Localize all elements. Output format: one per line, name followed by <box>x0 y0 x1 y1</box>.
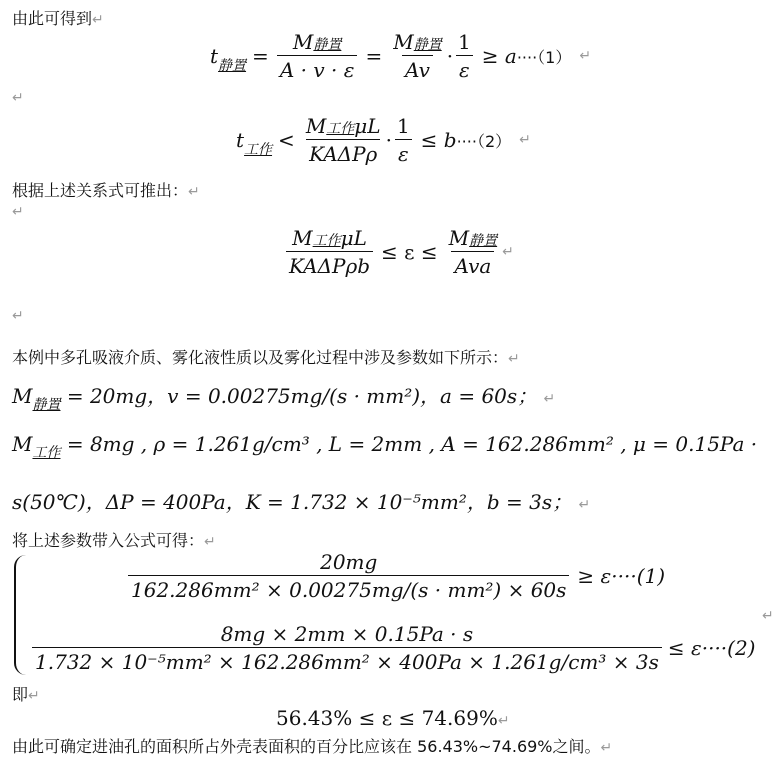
eq2-frac1 <box>303 114 384 166</box>
p2-m: M <box>12 432 33 456</box>
eq3-frac1-num-sub: 工作 <box>312 233 341 249</box>
p3-text: s(50℃)，ΔP = 400Pa，K = 1.732 × 10⁻⁵mm²，b = 3s； <box>12 490 573 514</box>
eq1-frac2-den: Av <box>402 55 433 82</box>
final-line <box>12 734 612 757</box>
paragraph-mark-icon: ↵ <box>502 244 514 260</box>
system-row-1 <box>126 550 665 602</box>
system-row-2 <box>30 622 755 674</box>
p2-sub: 工作 <box>32 445 61 461</box>
params-line-1 <box>12 380 555 414</box>
eq1-frac2 <box>390 30 444 82</box>
ji-text: 即 <box>12 685 29 704</box>
eq2-lhs: t <box>236 128 245 152</box>
eq2-frac2-num: 1 <box>396 114 410 138</box>
eq1-lhs: t <box>210 44 219 68</box>
paragraph-mark-icon: ↵ <box>762 608 774 624</box>
ji-line <box>12 682 40 705</box>
sub-intro-text: 将上述参数带入公式可得： <box>12 531 205 550</box>
eq2-lt: < <box>278 128 295 152</box>
eq1-frac2-num-sub: 静置 <box>413 37 442 53</box>
eq1-label: ····（1） <box>516 47 572 67</box>
eq2-label: ····（2） <box>456 131 512 151</box>
eq1-frac1 <box>277 30 358 82</box>
p2-rest: = 8mg , ρ = 1.261g/cm³ , L = 2mm , A = 162.286mm² , μ = 0.15Pa · <box>60 432 758 456</box>
eq3-frac1-den: KAΔPρb <box>286 251 373 278</box>
params-line-3 <box>12 486 590 515</box>
p1-m: M <box>12 384 33 408</box>
result-text: 56.43% ≤ ε ≤ 74.69% <box>276 706 498 730</box>
sys-r2-frac <box>32 622 662 674</box>
sub-intro-line <box>12 528 216 551</box>
paragraph-mark-icon: ↵ <box>188 184 200 200</box>
eq3-frac2-num-sub: 静置 <box>469 233 498 249</box>
equation-1: t 静置 = $\frac{\text{M静置}}{A \cdot v \cdot \varepsilon}$ = $\frac{\text{M静置}}{Av}$ · $\frac{1}{\varepsilon}$ ≥ a ····（1） ↵ <box>210 30 592 82</box>
paragraph-mark-icon: ↵ <box>543 391 556 407</box>
equation-3 <box>284 226 514 278</box>
final-text: 由此可确定进油孔的面积所占外壳表面积的百分比应该在 56.43%~74.69%之间。 <box>12 737 601 756</box>
eq3-frac2-num: M <box>448 226 470 250</box>
result-line <box>276 706 510 730</box>
eq1-frac3-num: 1 <box>458 30 471 54</box>
sys-r2-tail: ≤ ε····(2) <box>667 636 756 660</box>
paragraph-mark-icon: ↵ <box>12 204 24 220</box>
paragraph-mark-icon: ↵ <box>579 48 592 64</box>
p1-rest: = 20mg，v = 0.00275mg/(s · mm²)，a = 60s； <box>60 384 538 408</box>
eq1-frac3 <box>455 30 474 82</box>
eq3-frac1 <box>286 226 373 278</box>
eq1-frac1-den: A · v · ε <box>277 55 358 82</box>
eq2-frac2 <box>394 114 413 166</box>
eq2-frac1-den: KAΔPρ <box>306 139 380 166</box>
paragraph-mark-icon: ↵ <box>92 12 104 28</box>
sys-r1-frac <box>128 550 569 602</box>
sys-r1-num: 20mg <box>320 550 378 574</box>
eq2-frac1-num-sub: 工作 <box>326 121 355 137</box>
eq2-frac1-num-tail: μL <box>354 114 381 138</box>
p1-sub: 静置 <box>32 397 61 413</box>
sys-r2-den: 1.732 × 10⁻⁵mm² × 162.286mm² × 400Pa × 1.261g/cm³ × 3s <box>32 647 662 674</box>
eq3-frac2-den: Ava <box>451 251 494 278</box>
eq2-frac1-num: M <box>305 114 327 138</box>
paragraph-mark-icon: ↵ <box>578 497 591 513</box>
eq3-frac1-num-tail: μL <box>340 226 367 250</box>
relation-line <box>12 178 200 201</box>
paragraph-mark-icon: ↵ <box>12 90 24 106</box>
eq1-equals: = <box>365 44 383 68</box>
eq2-lhs-sub: 工作 <box>244 142 273 158</box>
sys-r2-num: 8mg × 2mm × 0.15Pa · s <box>220 622 474 646</box>
eq2-frac2-den: ε <box>395 139 412 166</box>
eq1-frac1-num-sub: 静置 <box>313 37 342 53</box>
params-line-2 <box>12 432 757 462</box>
eq1-frac3-den: ε <box>456 55 473 82</box>
eq2-tail: ≤ b <box>420 128 457 152</box>
paragraph-mark-icon: ↵ <box>204 534 216 550</box>
intro-text: 由此可得到 <box>12 9 93 28</box>
paragraph-mark-icon: ↵ <box>508 351 520 367</box>
eq1-frac2-num: M <box>393 30 414 54</box>
eq1-lhs-sub: 静置 <box>218 58 247 74</box>
paragraph-mark-icon: ↵ <box>12 308 24 324</box>
sys-r1-tail: ≥ ε····(1) <box>577 564 666 588</box>
paragraph-mark-icon: ↵ <box>600 740 613 756</box>
paragraph-mark-icon: ↵ <box>497 713 510 729</box>
paragraph-mark-icon: ↵ <box>519 132 531 148</box>
eq1-tail: ≥ a <box>481 44 517 68</box>
eq3-mid: ≤ ε ≤ <box>381 240 438 264</box>
params-intro-line <box>12 345 520 368</box>
paragraph-mark-icon: ↵ <box>28 688 40 704</box>
eq3-frac1-num: M <box>292 226 313 250</box>
eq1-frac1-num: M <box>292 30 314 54</box>
equation-2: t 工作 < $\frac{\text{M工作μL}}{\text{KAΔPρ}}$ · $\frac{1}{\varepsilon}$ ≤ b ····（2） ↵ <box>236 114 531 166</box>
intro-line <box>12 6 104 29</box>
params-intro-text: 本例中多孔吸液介质、雾化液性质以及雾化过程中涉及参数如下所示： <box>12 348 509 367</box>
sys-r1-den: 162.286mm² × 0.00275mg/(s · mm²) × 60s <box>128 575 569 602</box>
eq3-frac2 <box>446 226 500 278</box>
relation-text: 根据上述关系式可推出： <box>12 181 189 200</box>
